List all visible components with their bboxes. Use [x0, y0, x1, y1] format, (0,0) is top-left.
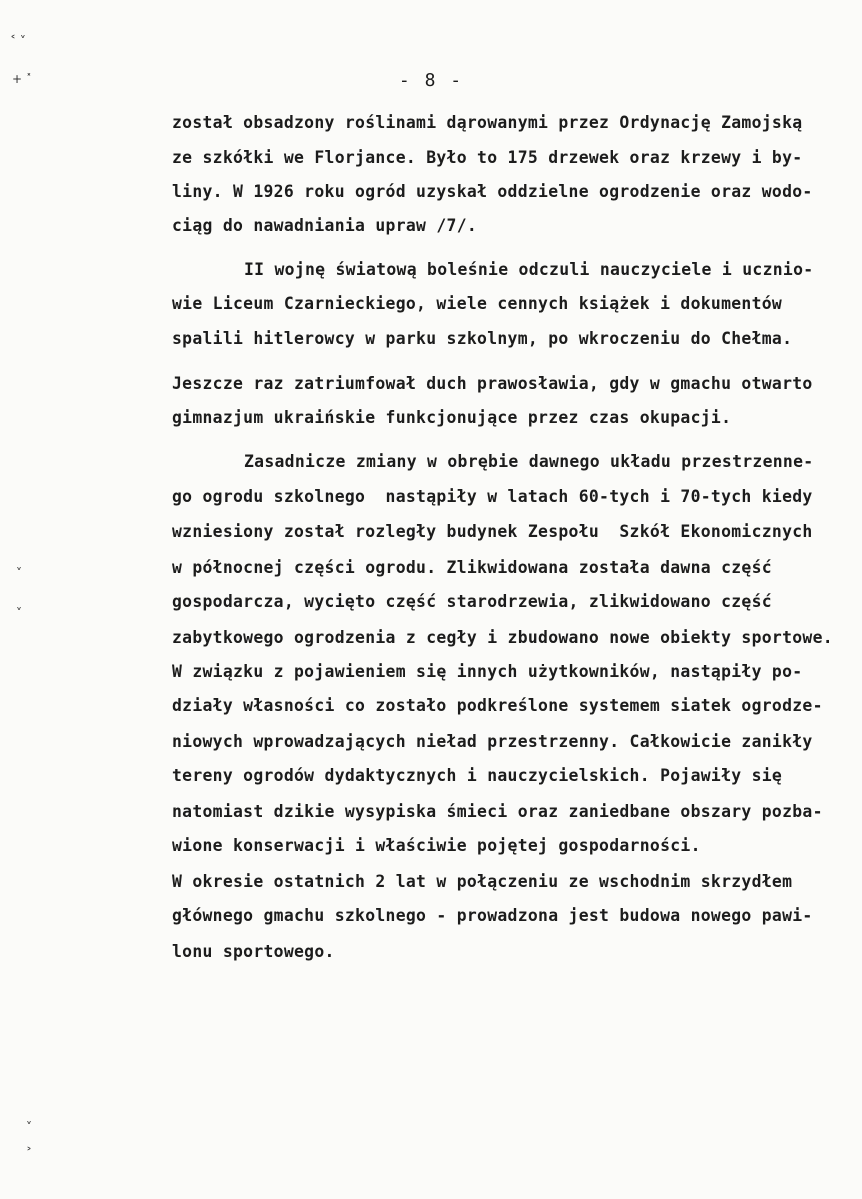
margin-mark: ˅ — [26, 1120, 32, 1134]
text-line: tereny ogrodów dydaktycznych i nauczycielskich. Pojawiły się — [172, 766, 783, 785]
page-number: - 8 - — [398, 70, 464, 91]
text-line: liny. W 1926 roku ogród uzyskał oddzielne ogrodzenie oraz wodo- — [172, 182, 813, 201]
text-line: lonu sportowego. — [172, 942, 335, 961]
margin-mark: ˅ — [16, 606, 22, 620]
text-line: ze szkółki we Florjance. Było to 175 drzewek oraz krzewy i by- — [172, 148, 803, 167]
margin-mark: + ˟ — [12, 72, 32, 86]
text-line: spalili hitlerowcy w parku szkolnym, po wkroczeniu do Chełma. — [172, 329, 793, 348]
text-line: w północnej części ogrodu. Zlikwidowana została dawna część — [172, 558, 772, 577]
text-line: II wojnę światową boleśnie odczuli nauczyciele i ucznio- — [244, 260, 814, 279]
text-line: działy własności co zostało podkreślone systemem siatek ogrodze- — [172, 696, 823, 715]
text-line: gospodarcza, wycięto część starodrzewia, zlikwidowano część — [172, 592, 772, 611]
text-line: ciąg do nawadniania upraw /7/. — [172, 216, 478, 235]
text-line: niowych wprowadzających nieład przestrzenny. Całkowicie zanikły — [172, 732, 813, 751]
text-line: wzniesiony został rozległy budynek Zespołu Szkół Ekonomicznych — [172, 522, 813, 541]
margin-mark: ˅ — [16, 566, 22, 580]
text-line: natomiast dzikie wysypiska śmieci oraz zaniedbane obszary pozba- — [172, 802, 823, 821]
text-line: W związku z pojawieniem się innych użytkowników, nastąpiły po- — [172, 662, 803, 681]
text-line: go ogrodu szkolnego nastąpiły w latach 60-tych i 70-tych kiedy — [172, 487, 813, 506]
margin-mark: ˃ — [26, 1146, 32, 1160]
text-line: głównego gmachu szkolnego - prowadzona jest budowa nowego pawi- — [172, 906, 813, 925]
text-line: Jeszcze raz zatriumfował duch prawosławia, gdy w gmachu otwarto — [172, 374, 813, 393]
margin-mark: ˂ ˅ — [10, 34, 26, 48]
text-line: zabytkowego ogrodzenia z cegły i zbudowano nowe obiekty sportowe. — [172, 628, 833, 647]
text-line: wie Liceum Czarnieckiego, wiele cennych książek i dokumentów — [172, 294, 783, 313]
text-line: gimnazjum ukraińskie funkcjonujące przez czas okupacji. — [172, 408, 732, 427]
text-line: został obsadzony roślinami dąrowanymi przez Ordynację Zamojską — [172, 113, 803, 132]
text-line: Zasadnicze zmiany w obrębie dawnego układu przestrzenne- — [244, 452, 814, 471]
text-line: wione konserwacji i właściwie pojętej gospodarności. — [172, 836, 701, 855]
text-line: W okresie ostatnich 2 lat w połączeniu ze wschodnim skrzydłem — [172, 872, 793, 891]
